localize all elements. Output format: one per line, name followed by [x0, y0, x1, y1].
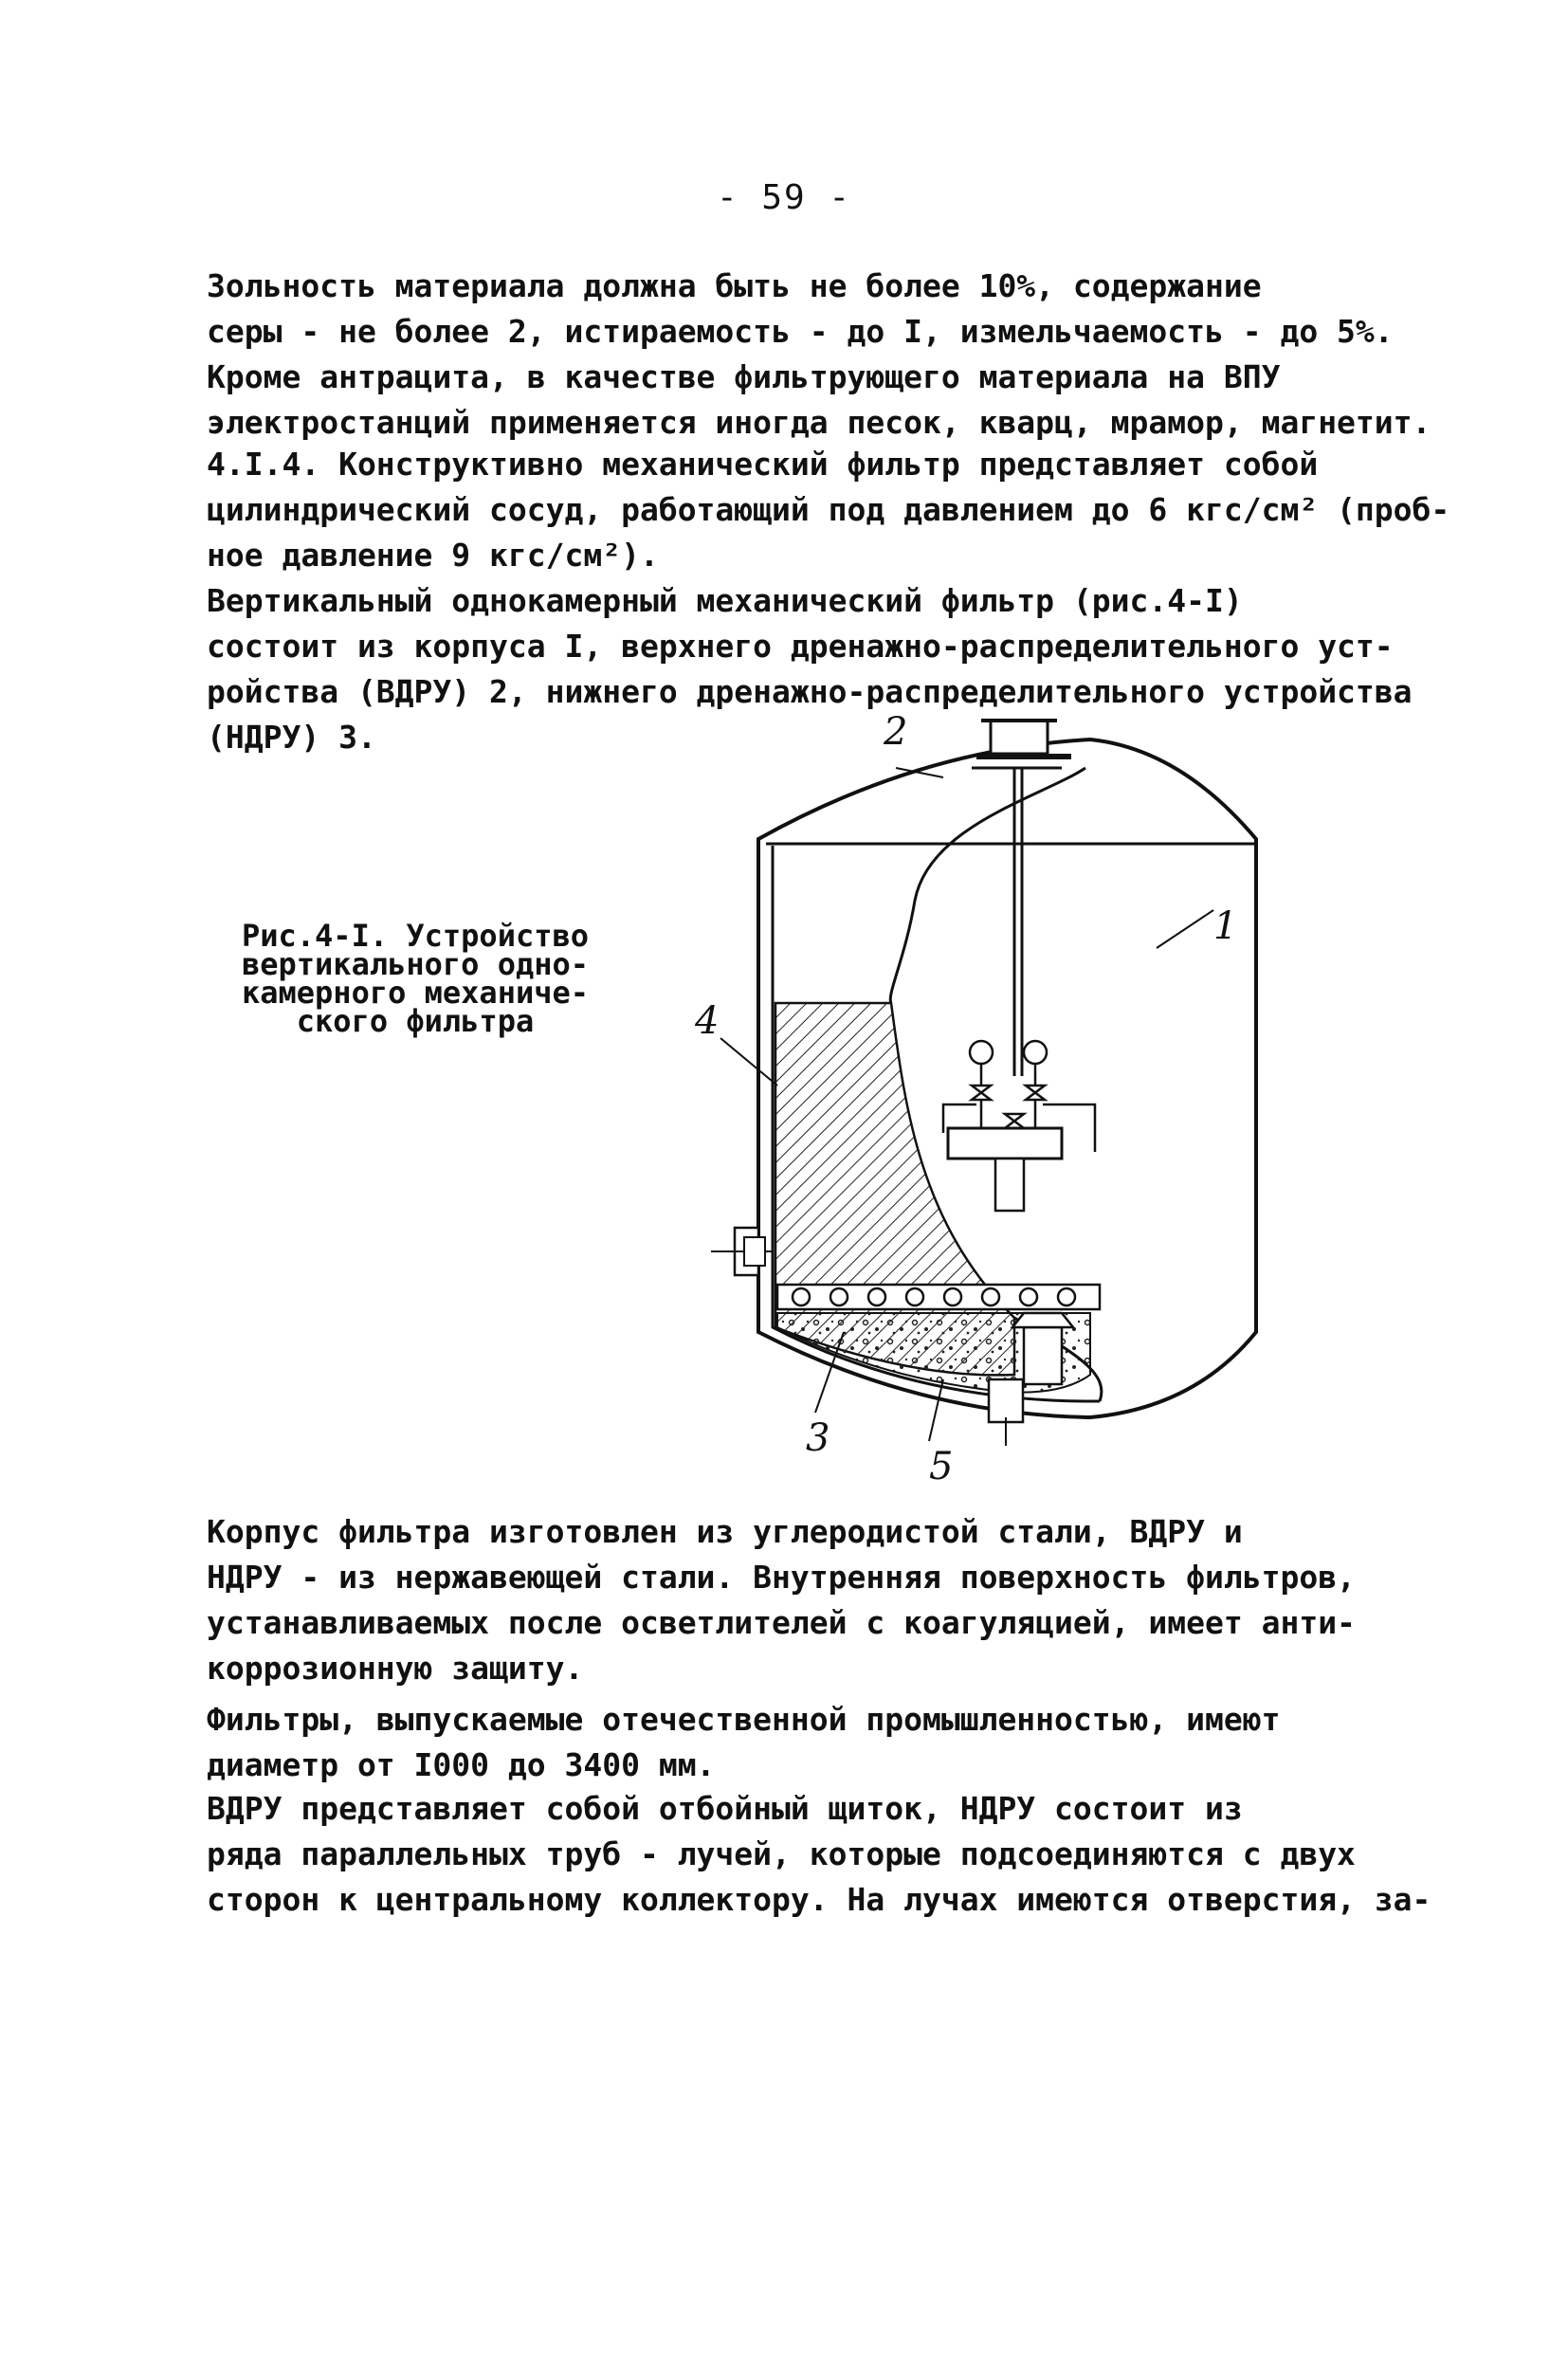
paragraph-6 [207, 1697, 1382, 1788]
filter-diagram [664, 711, 1327, 1536]
text-line: коррозионную защиту. [207, 1650, 584, 1687]
ndru-lateral [777, 1285, 1100, 1309]
paragraph-2 [207, 355, 1431, 446]
text-line: ное давление 9 кгс/см²). [207, 537, 659, 574]
text-line: 4.I.4. Конструктивно механический фильтр представляет собой [207, 446, 1319, 483]
text-line: устанавливаемых после осветлителей с коагуляцией, имеет анти- [207, 1604, 1356, 1641]
outlet-pipe [989, 1379, 1023, 1422]
bottom-collector [1024, 1327, 1062, 1384]
text-line: (НДРУ) 3. [207, 719, 376, 756]
text-line: цилиндрический сосуд, работающий под давлением до 6 кгс/см² (проб- [207, 491, 1450, 528]
text-line: ряда параллельных труб - лучей, которые подсоединяются с двух [207, 1835, 1356, 1872]
text-line: серы - не более 2, истираемость - до I, измельчаемость - до 5%. [207, 313, 1394, 350]
label-5: 5 [929, 1445, 954, 1488]
caption-line: камерного механиче- [241, 975, 590, 1011]
text-line: Вертикальный однокамерный механический фильтр (рис.4-I) [207, 582, 1243, 619]
text-line: Кроме антрацита, в качестве фильтрующего материала на ВПУ [207, 358, 1281, 395]
label-3: 3 [806, 1416, 830, 1460]
control-block [948, 1128, 1062, 1159]
text-line: Зольность материала должна быть не более 10%, содержание [207, 267, 1262, 304]
paragraph-1 [207, 264, 1394, 355]
text-line: диаметр от I000 до 3400 мм. [207, 1746, 716, 1783]
caption-line: ского фильтра [296, 1003, 535, 1039]
text-line: Фильтры, выпускаемые отечественной промышленностью, имеют [207, 1701, 1281, 1738]
page-number: - 59 - [716, 178, 852, 217]
text-line: сторон к центральному коллектору. На лучах имеются отверстия, за- [207, 1881, 1431, 1918]
top-nozzle [991, 721, 1048, 754]
text-line: НДРУ - из нержавеющей стали. Внутренняя поверхность фильтров, [207, 1559, 1356, 1596]
text-line: ВДРУ представляет собой отбойный щиток, НДРУ состоит из [207, 1790, 1243, 1827]
cutaway-edge [890, 768, 1085, 1003]
paragraph-5 [207, 1509, 1382, 1691]
gauge-left [970, 1041, 993, 1100]
caption-line: вертикального одно- [241, 946, 590, 982]
label-4: 4 [695, 999, 720, 1043]
label-1: 1 [1213, 904, 1238, 948]
figure-caption [216, 918, 614, 1039]
label-2: 2 [884, 711, 908, 754]
text-line: электростанций применяется иногда песок, кварц, мрамор, магнетит. [207, 404, 1431, 441]
caption-line: Рис.4-I. Устройство [241, 918, 590, 954]
control-pipe [995, 1159, 1024, 1211]
text-line: Корпус фильтра изготовлен из углеродистой стали, ВДРУ и [207, 1513, 1243, 1550]
text-line: состоит из корпуса I, верхнего дренажно-распределительного уст- [207, 628, 1394, 665]
text-line: ройства (ВДРУ) 2, нижнего дренажно-распределительного устройства [207, 673, 1413, 710]
paragraph-3 [207, 442, 1450, 578]
gauge-right [1024, 1041, 1047, 1100]
paragraph-7 [207, 1786, 1431, 1923]
